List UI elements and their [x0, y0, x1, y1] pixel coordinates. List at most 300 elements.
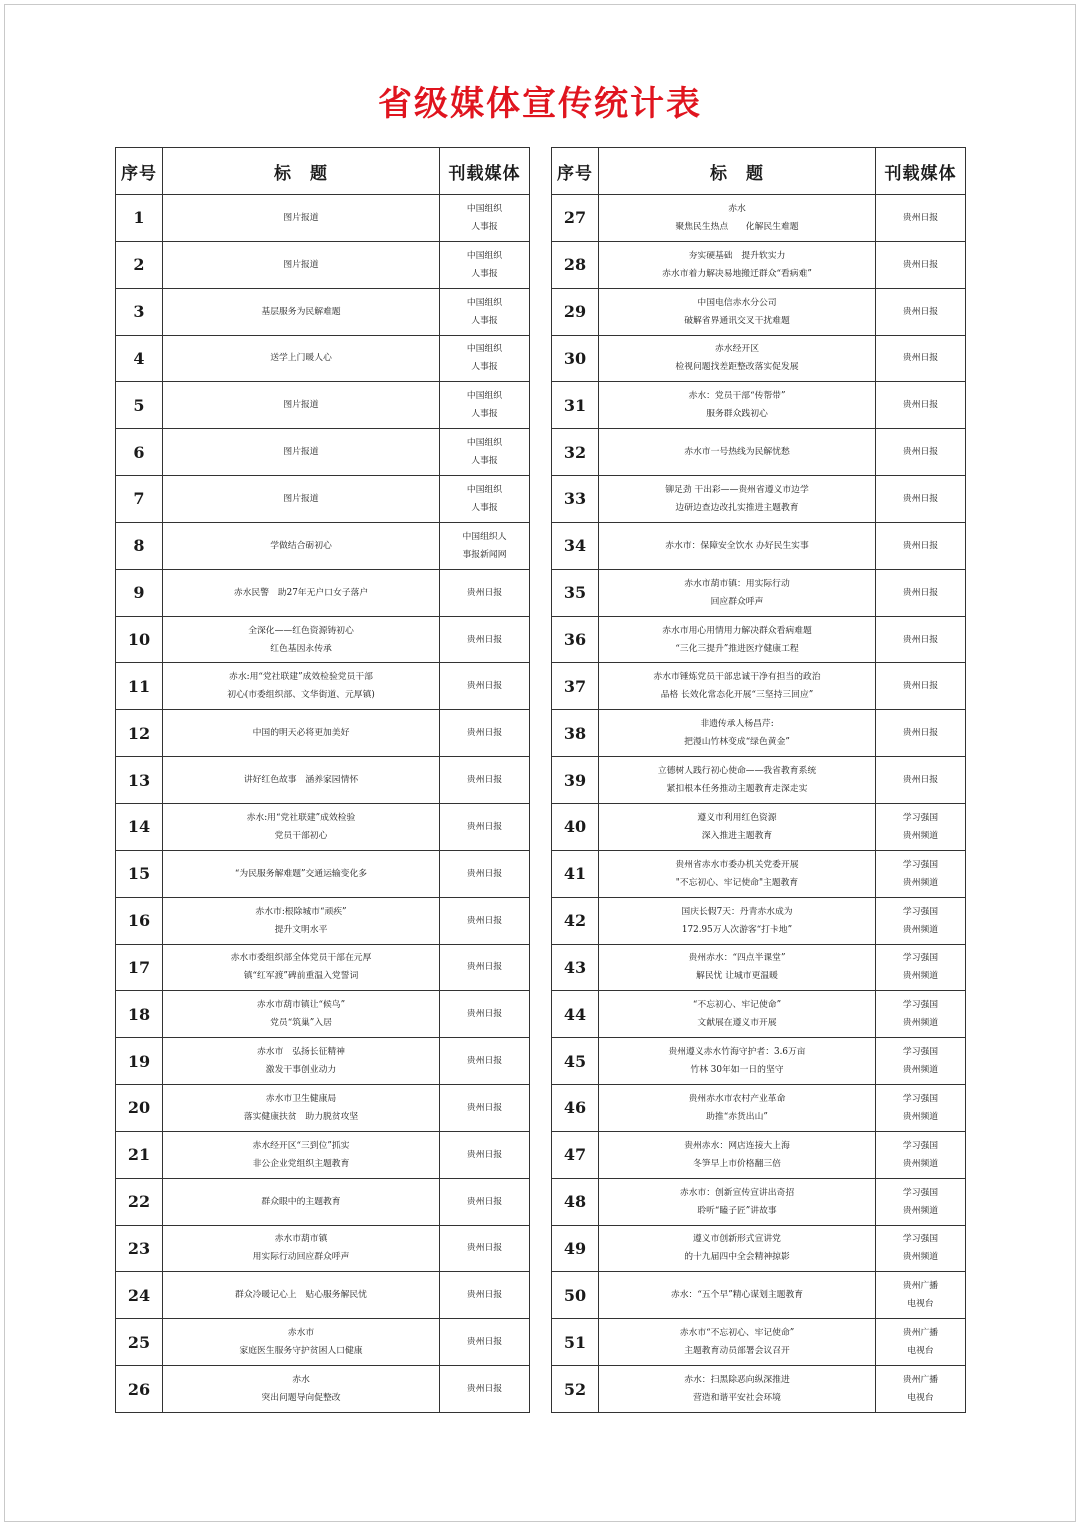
row-media: [876, 288, 966, 335]
row-media: [440, 1131, 530, 1178]
row-media-line: 中国组织: [466, 438, 503, 449]
row-media-line: 贵州日报: [902, 634, 939, 645]
row-number: 26: [116, 1366, 163, 1413]
row-title-line: “为民服务解难题”交通运输变化多: [234, 868, 368, 879]
row-media: [440, 1272, 530, 1319]
row-title-line: 基层服务为民解难题: [261, 306, 341, 317]
row-number: 40: [552, 803, 599, 850]
table-row: [552, 850, 966, 897]
header-row: [552, 148, 966, 195]
table-row: [116, 429, 530, 476]
row-media-line: 中国组织: [466, 250, 503, 261]
row-media-line: 贵州日报: [466, 634, 503, 645]
row-number: 15: [116, 850, 163, 897]
row-title: [599, 710, 876, 757]
row-media-line: 贵州频道: [902, 1252, 939, 1263]
row-media-line: 贵州频道: [902, 1111, 939, 1122]
table-row: [552, 803, 966, 850]
row-title: [599, 476, 876, 523]
row-number: 8: [116, 522, 163, 569]
row-media-line: 贵州日报: [466, 1196, 503, 1207]
row-media-line: 中国组织: [466, 344, 503, 355]
row-media: [440, 522, 530, 569]
row-title-line: 破解省界通讯交叉干扰难题: [684, 315, 790, 326]
table-row: [116, 663, 530, 710]
row-media: [876, 1272, 966, 1319]
row-media-line: 贵州日报: [466, 1384, 503, 1395]
row-title-line: 赤水市着力解决易地搬迁群众“看病难”: [662, 268, 812, 279]
table-row: [552, 241, 966, 288]
table-row: [116, 288, 530, 335]
row-media-line: 人事报: [471, 221, 498, 232]
row-media-line: 学习强国: [902, 859, 939, 870]
row-title-line: 提升文明水平: [274, 924, 328, 935]
row-media-line: 贵州日报: [466, 821, 503, 832]
row-number: 32: [552, 429, 599, 476]
row-title-line: 赤水:用“党社联建”成效检验党员干部: [229, 672, 373, 683]
row-title: [163, 757, 440, 804]
row-media: [876, 850, 966, 897]
row-title-line: 学做结合砺初心: [270, 540, 332, 551]
row-title: [599, 382, 876, 429]
row-media: [876, 944, 966, 991]
row-media-line: 贵州频道: [902, 924, 939, 935]
row-media-line: 人事报: [471, 502, 498, 513]
row-media-line: 人事报: [471, 315, 498, 326]
row-title: [599, 803, 876, 850]
header-title: 标 题: [163, 148, 440, 195]
row-media-line: 贵州日报: [466, 1149, 503, 1160]
row-media: [876, 1319, 966, 1366]
row-media: [876, 195, 966, 242]
row-title-line: 落实健康扶贫 助力脱贫攻坚: [243, 1111, 359, 1122]
row-title-line: 赤水经开区: [715, 344, 759, 355]
row-title-line: 文献展在遵义市开展: [697, 1018, 777, 1029]
row-media-line: 贵州日报: [466, 587, 503, 598]
table-row: [116, 991, 530, 1038]
row-title: [163, 522, 440, 569]
row-title-line: 赤水市“不忘初心、牢记使命”: [679, 1328, 795, 1339]
row-title-line: 赤水市葫市镇: [274, 1234, 328, 1245]
row-title-line: 赤水市:根除城市“顽疾”: [255, 906, 347, 917]
row-number: 48: [552, 1178, 599, 1225]
row-title: [599, 663, 876, 710]
row-title-line: “三化三提升”推进医疗健康工程: [675, 643, 799, 654]
table-row: [116, 241, 530, 288]
row-title: [163, 335, 440, 382]
row-media: [876, 241, 966, 288]
row-media-line: 贵州日报: [902, 681, 939, 692]
row-title-line: 图片报道: [283, 400, 319, 411]
row-media-line: 电视台: [907, 1393, 934, 1404]
row-title-line: 赤水市葫市镇让“候鸟”: [256, 1000, 346, 1011]
table-row: [116, 1272, 530, 1319]
row-title: [599, 850, 876, 897]
row-title: [599, 195, 876, 242]
table-row: [116, 569, 530, 616]
row-title-line: 送学上门暖人心: [270, 353, 332, 364]
row-media: [440, 429, 530, 476]
row-title-line: 立德树人践行初心使命——我省教育系统: [657, 766, 817, 777]
row-title: [163, 1272, 440, 1319]
row-title-line: 非遗传承人杨昌芹:: [700, 719, 774, 730]
row-media-line: 贵州频道: [902, 830, 939, 841]
row-number: 50: [552, 1272, 599, 1319]
table-row: [552, 476, 966, 523]
row-media-line: 学习强国: [902, 906, 939, 917]
row-title-line: 党员干部初心: [274, 830, 328, 841]
table-row: [116, 1085, 530, 1132]
row-media-line: 贵州广播: [902, 1375, 939, 1386]
row-title-line: 激发干事创业动力: [265, 1065, 337, 1076]
row-title-line: 聆听“瞌子匠”讲故事: [697, 1205, 777, 1216]
row-media: [440, 1225, 530, 1272]
row-number: 45: [552, 1038, 599, 1085]
row-title-line: 检视问题找差距整改落实促发展: [675, 362, 799, 373]
row-media: [440, 710, 530, 757]
row-title-line: 赤水：扫黑除恶向纵深推进: [684, 1375, 790, 1386]
row-title: [163, 195, 440, 242]
row-title-line: 图片报道: [283, 212, 319, 223]
row-title-line: 服务群众践初心: [706, 409, 768, 420]
row-title-line: 非公企业党组织主题教育: [252, 1158, 350, 1169]
row-number: 1: [116, 195, 163, 242]
row-media-line: 贵州日报: [902, 587, 939, 598]
table-row: [552, 1178, 966, 1225]
row-media: [440, 476, 530, 523]
row-media-line: 贵州日报: [902, 353, 939, 364]
row-title-line: 赤水市用心用情用力解决群众看病难题: [662, 625, 812, 636]
row-title: [163, 476, 440, 523]
row-title-line: 贵州赤水市农村产业革命: [688, 1093, 786, 1104]
row-media-line: 贵州日报: [466, 1102, 503, 1113]
row-media-line: 贵州日报: [902, 447, 939, 458]
row-media-line: 贵州频道: [902, 1158, 939, 1169]
row-title-line: 贵州赤水：“四点半课堂”: [688, 953, 786, 964]
stats-table-left: [115, 147, 530, 1413]
row-title-line: 赤水市委组织部全体党员干部在元厚: [230, 953, 372, 964]
row-title-line: 图片报道: [283, 493, 319, 504]
row-title: [163, 1319, 440, 1366]
row-title-line: 群众冷暖记心上 贴心服务解民忧: [235, 1290, 367, 1301]
row-media-line: 中国组织: [466, 391, 503, 402]
row-title-line: 中国电信赤水分公司: [697, 297, 777, 308]
row-media: [440, 1085, 530, 1132]
row-media-line: 中国组织: [466, 297, 503, 308]
row-media-line: 贵州日报: [466, 962, 503, 973]
row-media: [876, 1131, 966, 1178]
row-title-line: 贵州遵义赤水竹海守护者：3.6万亩: [668, 1047, 806, 1058]
row-media: [440, 850, 530, 897]
row-media: [876, 1178, 966, 1225]
row-media-line: 学习强国: [902, 953, 939, 964]
row-title: [163, 1225, 440, 1272]
row-media-line: 贵州日报: [902, 400, 939, 411]
row-media-line: 学习强国: [902, 1140, 939, 1151]
row-title-line: 图片报道: [283, 259, 319, 270]
row-media-line: 贵州频道: [902, 1205, 939, 1216]
row-title: [599, 616, 876, 663]
row-media: [440, 944, 530, 991]
row-media-line: 贵州日报: [466, 681, 503, 692]
row-media: [876, 1366, 966, 1413]
row-title-line: 赤水市锤炼党员干部忠诚干净有担当的政治: [653, 672, 821, 683]
table-row: [116, 1225, 530, 1272]
table-body-left: [116, 195, 530, 1413]
row-title-line: “不忘初心、牢记使命”: [692, 1000, 782, 1011]
row-media-line: 人事报: [471, 362, 498, 373]
row-number: 27: [552, 195, 599, 242]
row-number: 20: [116, 1085, 163, 1132]
table-row: [116, 803, 530, 850]
row-title: [163, 1085, 440, 1132]
row-media-line: 人事报: [471, 409, 498, 420]
row-title: [599, 1366, 876, 1413]
row-media: [440, 663, 530, 710]
row-title-line: 赤水市: [287, 1328, 315, 1339]
row-number: 14: [116, 803, 163, 850]
table-row: [116, 382, 530, 429]
row-media-line: 贵州日报: [466, 915, 503, 926]
row-title-line: 主题教育动员部署会议召开: [684, 1346, 790, 1357]
table-row: [116, 1038, 530, 1085]
row-media-line: 学习强国: [902, 1093, 939, 1104]
table-row: [552, 991, 966, 1038]
row-title: [163, 1178, 440, 1225]
row-media: [440, 803, 530, 850]
table-row: [552, 944, 966, 991]
row-title: [599, 944, 876, 991]
row-title-line: 赤水：“五个早”精心谋划主题教育: [670, 1290, 804, 1301]
row-media-line: 学习强国: [902, 1234, 939, 1245]
table-row: [552, 1225, 966, 1272]
row-title: [163, 288, 440, 335]
row-media-line: 人事报: [471, 268, 498, 279]
row-number: 21: [116, 1131, 163, 1178]
table-row: [116, 944, 530, 991]
row-title: [599, 1178, 876, 1225]
row-media: [876, 429, 966, 476]
table-row: [552, 429, 966, 476]
row-title: [599, 429, 876, 476]
row-title-line: 边研边查边改扎实推进主题教育: [675, 502, 799, 513]
row-media-line: 贵州日报: [902, 259, 939, 270]
table-row: [116, 335, 530, 382]
row-media: [876, 335, 966, 382]
row-title-line: 国庆长假7天：丹青赤水成为: [681, 906, 793, 917]
header-no: 序号: [552, 148, 599, 195]
row-number: 19: [116, 1038, 163, 1085]
row-title-line: 贵州赤水：网店连接大上海: [684, 1140, 790, 1151]
row-title: [599, 288, 876, 335]
row-media-line: 中国组织人: [462, 531, 507, 542]
row-number: 28: [552, 241, 599, 288]
row-title-line: 全深化——红色资源铸初心: [248, 625, 354, 636]
row-media: [440, 897, 530, 944]
row-title: [599, 1225, 876, 1272]
row-media-line: 贵州日报: [902, 212, 939, 223]
table-row: [552, 195, 966, 242]
row-title: [163, 1038, 440, 1085]
table-row: [552, 1038, 966, 1085]
row-title-line: 的十九届四中全会精神掠影: [684, 1252, 790, 1263]
row-title: [599, 1272, 876, 1319]
row-number: 37: [552, 663, 599, 710]
row-media: [876, 382, 966, 429]
row-number: 6: [116, 429, 163, 476]
row-title-line: 讲好红色故事 涵养家园情怀: [243, 775, 359, 786]
row-title: [163, 991, 440, 1038]
row-media: [876, 803, 966, 850]
row-title: [599, 1038, 876, 1085]
row-media: [876, 757, 966, 804]
row-media: [440, 335, 530, 382]
row-number: 33: [552, 476, 599, 523]
row-title-line: 家庭医生服务守护贫困人口健康: [239, 1346, 363, 1357]
row-media-line: 贵州频道: [902, 971, 939, 982]
table-row: [552, 757, 966, 804]
row-number: 10: [116, 616, 163, 663]
row-number: 7: [116, 476, 163, 523]
table-row: [116, 1319, 530, 1366]
row-number: 51: [552, 1319, 599, 1366]
row-media: [876, 569, 966, 616]
row-title-line: 把漫山竹林变成“绿色黄金”: [684, 737, 790, 748]
row-media: [440, 569, 530, 616]
row-media-line: 学习强国: [902, 1187, 939, 1198]
row-title-line: 赤水: [728, 203, 746, 214]
table-row: [116, 1178, 530, 1225]
row-title-line: 用实际行动回应群众呼声: [252, 1252, 350, 1263]
row-title-line: 赤水:用“党社联建”成效检验: [246, 812, 356, 823]
row-number: 44: [552, 991, 599, 1038]
row-title-line: 红色基因永传承: [270, 643, 332, 654]
row-title: [599, 522, 876, 569]
row-media: [440, 991, 530, 1038]
table-row: [116, 476, 530, 523]
table-row: [116, 522, 530, 569]
row-number: 42: [552, 897, 599, 944]
row-number: 49: [552, 1225, 599, 1272]
row-number: 13: [116, 757, 163, 804]
row-title-line: 遵义市利用红色资源: [697, 812, 777, 823]
row-media-line: 人事报: [471, 456, 498, 467]
row-media-line: 贵州频道: [902, 877, 939, 888]
row-media: [876, 897, 966, 944]
row-title-line: 赤水市一号热线为民解忧愁: [684, 447, 790, 458]
row-media-line: 学习强国: [902, 1047, 939, 1058]
row-media: [440, 1178, 530, 1225]
row-title-line: 图片报道: [283, 447, 319, 458]
row-title-line: 赤水市：保障安全饮水 办好民生实事: [665, 540, 809, 551]
row-title-line: 品格 长效化常态化开展“三坚持三回应”: [660, 690, 814, 701]
row-number: 22: [116, 1178, 163, 1225]
row-media-line: 贵州日报: [466, 1337, 503, 1348]
row-title-line: "不忘初心、牢记使命"主题教育: [675, 877, 799, 888]
table-row: [116, 897, 530, 944]
row-title-line: 172.95万人次游客“打卡地”: [681, 924, 793, 935]
row-media-line: 贵州日报: [466, 1243, 503, 1254]
row-media-line: 贵州日报: [466, 728, 503, 739]
row-title-line: 赤水: [292, 1375, 310, 1386]
row-number: 41: [552, 850, 599, 897]
row-title-line: 深入推进主题教育: [701, 830, 773, 841]
row-title-line: 遵义市创新形式宣讲党: [693, 1234, 781, 1245]
page-title: 省级媒体宣传统计表: [378, 84, 702, 124]
row-media: [876, 1085, 966, 1132]
row-title: [163, 897, 440, 944]
row-number: 35: [552, 569, 599, 616]
row-media-line: 事报新闻网: [462, 549, 507, 560]
row-media-line: 中国组织: [466, 203, 503, 214]
row-title-line: 赤水经开区“三到位”抓实: [252, 1140, 350, 1151]
row-title-line: 铆足劲 干出彩——贵州省遵义市边学: [665, 484, 809, 495]
table-row: [552, 288, 966, 335]
row-title: [599, 1085, 876, 1132]
table-row: [552, 897, 966, 944]
row-media-line: 贵州日报: [466, 1290, 503, 1301]
row-media: [876, 991, 966, 1038]
row-title: [163, 382, 440, 429]
row-media: [440, 1038, 530, 1085]
table-row: [552, 522, 966, 569]
row-media: [876, 476, 966, 523]
row-title-line: 赤水市卫生健康局: [265, 1093, 337, 1104]
row-media-line: 电视台: [907, 1346, 934, 1357]
row-title: [599, 335, 876, 382]
row-number: 30: [552, 335, 599, 382]
row-number: 36: [552, 616, 599, 663]
row-media-line: 贵州日报: [902, 306, 939, 317]
row-title-line: 冬笋早上市价格翻三倍: [693, 1158, 781, 1169]
table-row: [116, 1131, 530, 1178]
row-media: [876, 1038, 966, 1085]
table-row: [552, 663, 966, 710]
row-title: [599, 1131, 876, 1178]
row-title: [599, 1319, 876, 1366]
row-media-line: 贵州广播: [902, 1281, 939, 1292]
row-media-line: 贵州日报: [466, 1009, 503, 1020]
row-number: 52: [552, 1366, 599, 1413]
row-number: 5: [116, 382, 163, 429]
row-title-line: 赤水市葫市镇：用实际行动: [684, 578, 790, 589]
row-title-line: 回应群众呼声: [710, 596, 764, 607]
row-media: [440, 288, 530, 335]
table-row: [116, 757, 530, 804]
row-title: [163, 429, 440, 476]
row-title-line: 赤水：党员干部“传帮带”: [688, 391, 786, 402]
row-title-line: 赤水民警 助27年无户口女子落户: [233, 587, 369, 598]
row-media-line: 学习强国: [902, 1000, 939, 1011]
row-media-line: 中国组织: [466, 484, 503, 495]
row-number: 47: [552, 1131, 599, 1178]
row-media: [440, 382, 530, 429]
row-number: 24: [116, 1272, 163, 1319]
row-number: 43: [552, 944, 599, 991]
row-number: 11: [116, 663, 163, 710]
row-title-line: 群众眼中的主题教育: [261, 1196, 341, 1207]
table-row: [552, 1272, 966, 1319]
header-media: 刊载媒体: [876, 148, 966, 195]
row-title-line: 初心(市委组织部、文华街道、元厚镇): [227, 690, 375, 701]
row-number: 39: [552, 757, 599, 804]
row-media-line: 贵州频道: [902, 1065, 939, 1076]
row-number: 29: [552, 288, 599, 335]
row-media-line: 贵州日报: [902, 775, 939, 786]
row-title: [599, 897, 876, 944]
table-row: [552, 1366, 966, 1413]
row-media-line: 贵州日报: [466, 775, 503, 786]
